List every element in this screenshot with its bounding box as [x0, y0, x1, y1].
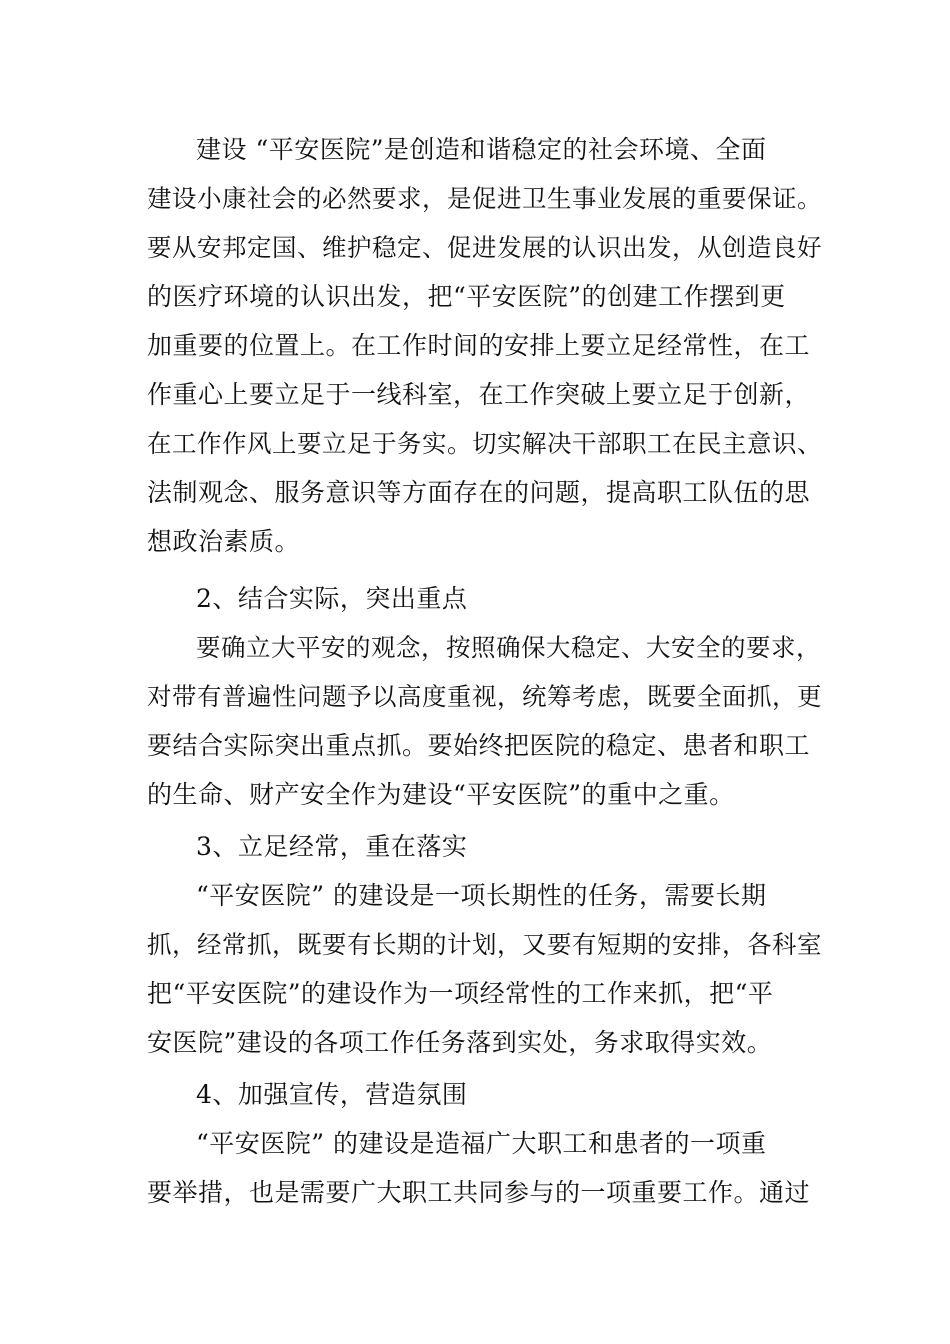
section-heading: 4、加强宣传，营造氛围: [196, 1080, 468, 1109]
paragraph-line: 的医疗环境的认识出发，把“平安医院”的创建工作摆到更: [147, 282, 786, 311]
paragraph-line: 把“平安医院”的建设作为一项经常性的工作来抓，把“平: [147, 979, 774, 1008]
section-heading: 3、立足经常，重在落实: [196, 832, 468, 861]
paragraph-line: 要确立大平安的观念，按照确保大稳定、大安全的要求，: [196, 633, 821, 662]
paragraph-line: 要从安邦定国、维护稳定、促进发展的认识出发，从创造良好: [147, 233, 822, 262]
paragraph-line: 加重要的位置上。在工作时间的安排上要立足经常性，在工: [147, 331, 811, 360]
paragraph-line: 想政治素质。: [147, 527, 301, 556]
paragraph-line: 的生命、财产安全作为建设“平安医院”的重中之重。: [147, 780, 735, 809]
paragraph-line: “平安医院” 的建设是造福广大职工和患者的一项重: [196, 1129, 767, 1158]
paragraph-line: 要结合实际突出重点抓。要始终把医院的稳定、患者和职工: [147, 731, 811, 760]
paragraph-line: 作重心上要立足于一线科室，在工作突破上要立足于创新，: [147, 380, 811, 409]
paragraph-line: 抓，经常抓，既要有长期的计划，又要有短期的安排，各科室: [147, 930, 822, 959]
paragraph-line: 对带有普遍性问题予以高度重视，统筹考虑，既要全面抓，更: [147, 682, 822, 711]
paragraph-line: 在工作作风上要立足于务实。切实解决干部职工在民主意识、: [147, 429, 822, 458]
paragraph-line: 安医院”建设的各项工作任务落到实处，务求取得实效。: [147, 1028, 773, 1057]
section-heading: 2、结合实际，突出重点: [196, 584, 468, 613]
paragraph-line: 建设 “平安医院”是创造和谐稳定的社会环境、全面: [196, 135, 767, 164]
paragraph-line: 法制观念、服务意识等方面存在的问题，提高职工队伍的思: [147, 478, 811, 507]
paragraph-line: 建设小康社会的必然要求，是促进卫生事业发展的重要保证。: [147, 184, 822, 213]
paragraph-line: “平安医院” 的建设是一项长期性的任务，需要长期: [196, 881, 767, 910]
paragraph-line: 要举措，也是需要广大职工共同参与的一项重要工作。通过: [147, 1178, 811, 1207]
